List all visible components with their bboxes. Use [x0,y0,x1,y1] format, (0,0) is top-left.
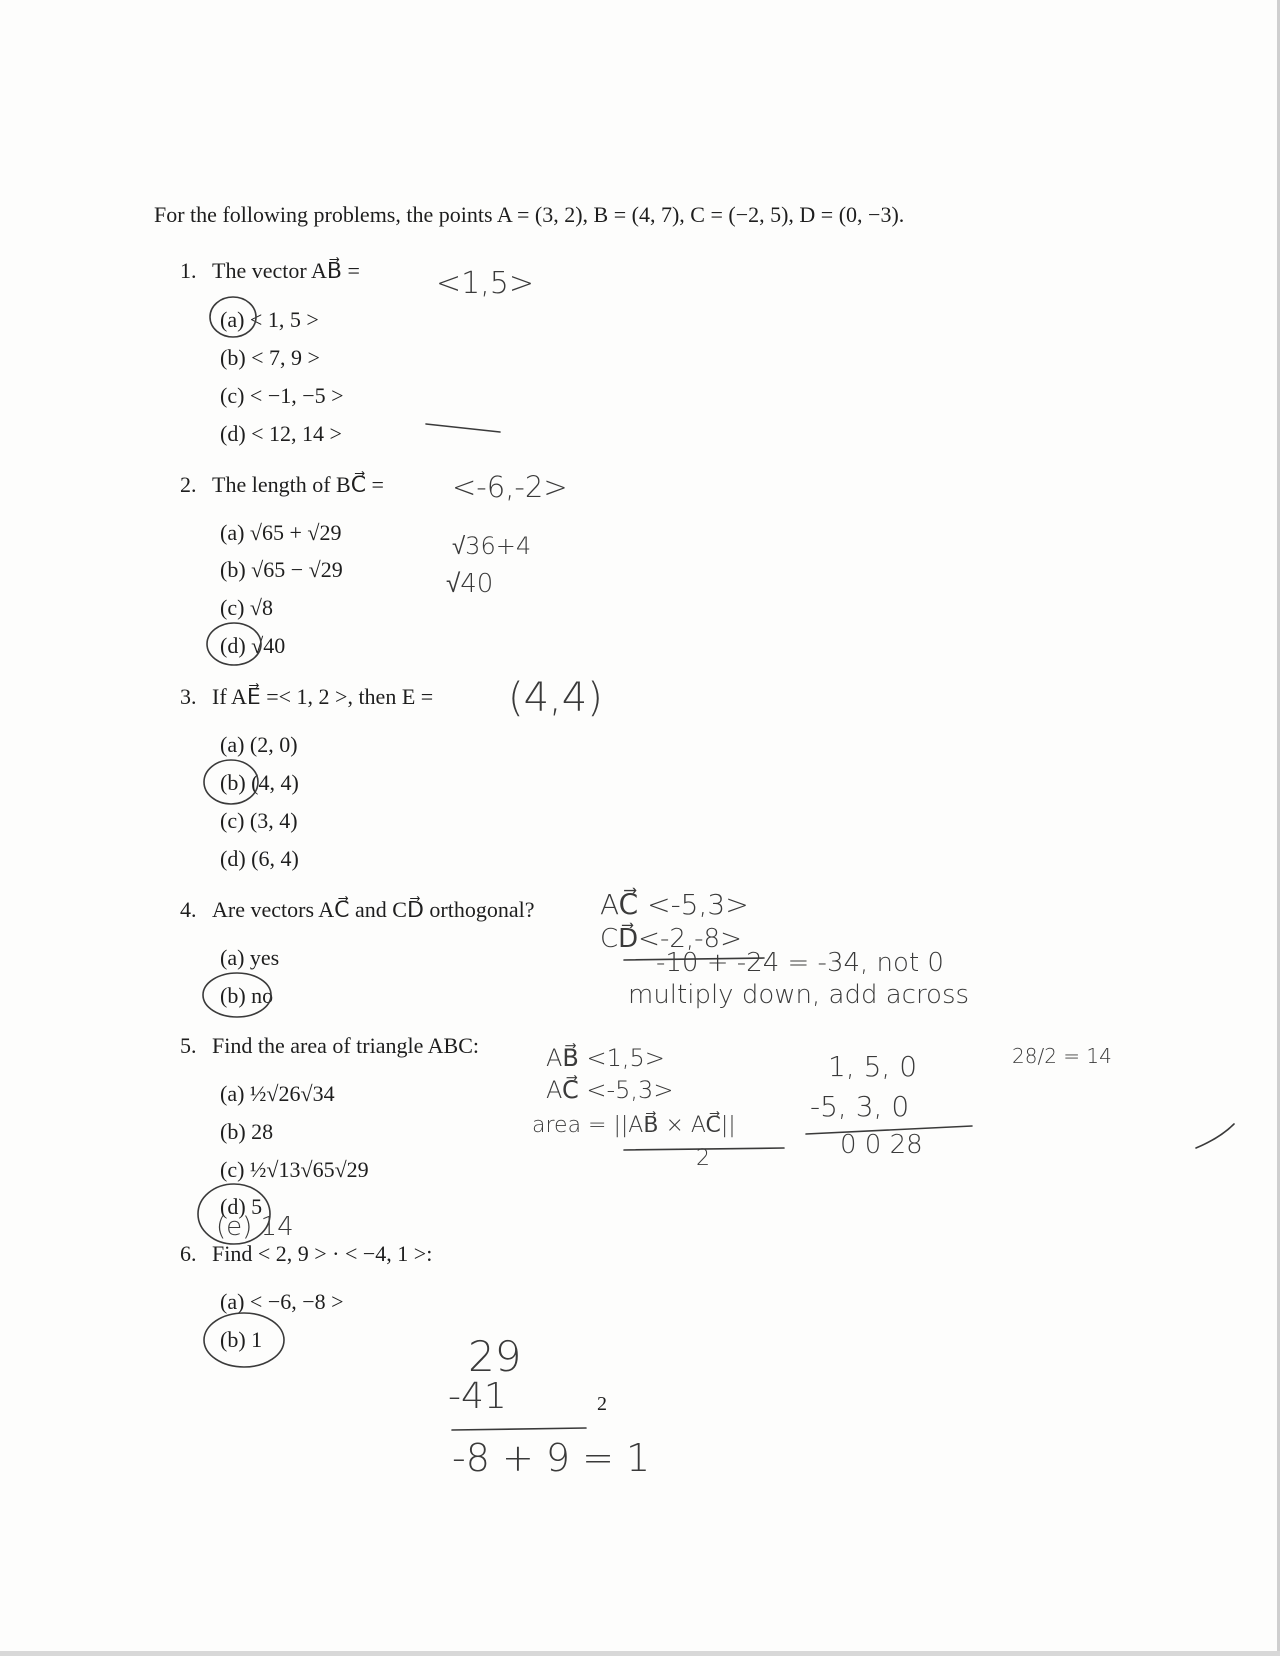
q1-option-b[interactable]: (b) < 7, 9 > [220,345,320,370]
q5-answer-circle [198,1184,270,1244]
q5-option-d[interactable]: (d) 5 [220,1194,263,1219]
hw-q5-row1: 1, 5, 0 [828,1050,918,1083]
hw-q2-result: √40 [446,569,494,599]
hw-q4-ac: AC⃗ <-5,3> [600,888,749,921]
q4-answer-circle [203,973,274,1017]
hw-q1-work: <1,5> [436,266,534,301]
q5-option-c[interactable]: (c) ½√13√65√29 [220,1157,369,1182]
q3-option-a[interactable]: (a) (2, 0) [220,732,298,757]
q2-option-d[interactable]: (d) √40 [220,633,286,658]
q1-option-c[interactable]: (c) < −1, −5 > [220,383,344,408]
hw-q4-note: multiply down, add across [628,980,970,1010]
q5-area-fraction-bar [624,1148,784,1150]
question-1-text: The vector AB⃗ = [212,258,360,283]
q2-option-b[interactable]: (b) √65 − √29 [220,557,343,582]
hw-q6-top: 29 [468,1332,522,1381]
question-6-number: 6. [180,1241,197,1266]
hw-q2-vector: <-6,-2> [452,470,568,504]
q2-answer-circle [207,623,261,665]
q1-stray-stroke [426,424,500,432]
hw-q4-sum: -10 + -24 = -34, not 0 [656,948,944,978]
hw-q5-option-e: (e) 14 [216,1212,294,1242]
q6-answer-circle [204,1313,284,1367]
question-1-number: 1. [180,258,197,283]
question-4-text: Are vectors AC⃗ and CD⃗ orthogonal? [212,897,535,922]
scan-edge-bottom [0,1651,1280,1656]
question-5-text: Find the area of triangle ABC: [212,1033,479,1058]
hw-q2-step: √36+4 [452,532,532,560]
q5-option-a[interactable]: (a) ½√26√34 [220,1081,335,1106]
q4-option-b[interactable]: (b) no [220,983,274,1008]
q2-option-a[interactable]: (a) √65 + √29 [220,520,342,545]
q5-option-b[interactable]: (b) 28 [220,1119,274,1144]
q6-option-a[interactable]: (a) < −6, −8 > [220,1289,344,1314]
hw-q5-ac: AC⃗ <-5,3> [546,1076,674,1104]
question-6-text: Find < 2, 9 > · < −4, 1 >: [212,1241,433,1266]
hw-q6-mid: -41 [448,1376,507,1417]
question-3-number: 3. [180,684,197,709]
q5-table-line [806,1126,972,1134]
question-3-text: If AE⃗ =< 1, 2 >, then E = [212,684,434,709]
question-2-text: The length of BC⃗ = [212,472,384,497]
q3-option-b[interactable]: (b) (4, 4) [220,770,299,795]
q6-sum-line [452,1428,586,1430]
q4-underline [624,958,764,960]
hw-q5-row2: -5, 3, 0 [810,1090,910,1123]
q3-option-c[interactable]: (c) (3, 4) [220,808,298,833]
hw-q5-area-den: 2 [696,1146,710,1171]
q1-option-a[interactable]: (a) < 1, 5 > [220,307,319,332]
q4-option-a[interactable]: (a) yes [220,945,280,970]
hw-q5-area-top: area = ||AB⃗ × AC⃗|| [532,1113,736,1138]
hw-q5-ab: AB⃗ <1,5> [546,1044,665,1072]
q1-answer-circle [210,297,256,337]
q1-option-d[interactable]: (d) < 12, 14 > [220,421,342,446]
hw-q3-answer: (4,4) [508,675,603,721]
q3-option-d[interactable]: (d) (6, 4) [220,846,299,871]
hw-q5-frac: 28/2 = 14 [1012,1044,1112,1068]
hw-q5-row3: 0 0 28 [840,1130,923,1160]
q6-option-b[interactable]: (b) 1 [220,1327,263,1352]
page-number: 2 [597,1393,607,1415]
hw-q4-cd: CD⃗<-2,-8> [600,924,742,954]
hw-q6-result: -8 + 9 = 1 [452,1436,651,1480]
q2-option-c[interactable]: (c) √8 [220,595,273,620]
question-4-number: 4. [180,897,197,922]
margin-stroke [1196,1124,1234,1148]
intro-text: For the following problems, the points A = (3, 2), B = (4, 7), C = (−2, 5), D = (0, −3). [154,202,905,227]
question-2-number: 2. [180,472,197,497]
q3-answer-circle [204,760,258,804]
question-5-number: 5. [180,1033,197,1058]
